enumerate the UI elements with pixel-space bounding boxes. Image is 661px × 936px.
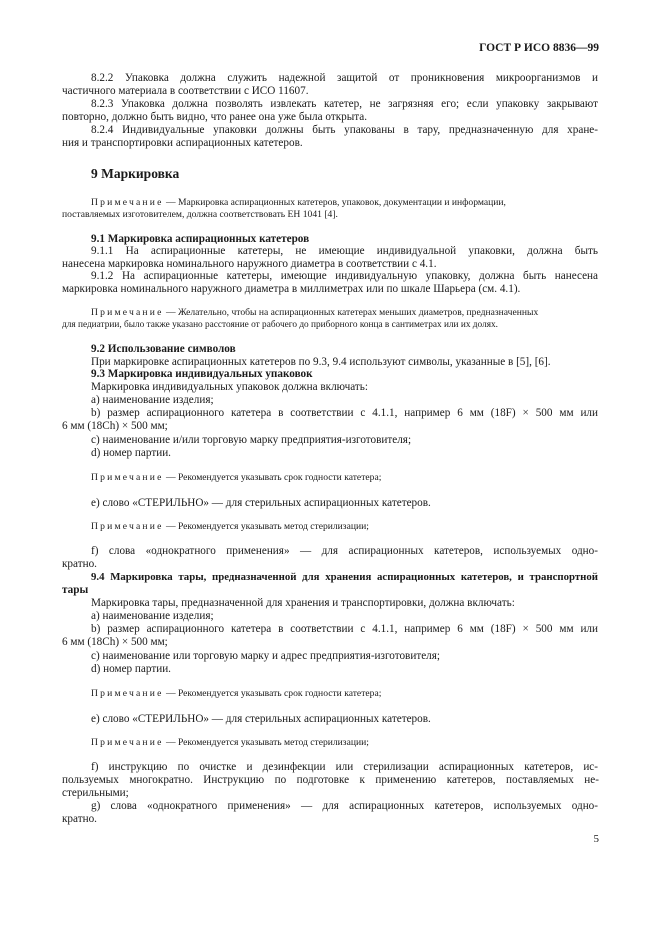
subsection-heading-9-3: 9.3 Маркировка индивидуальных упаковок — [91, 368, 313, 380]
list-item-9-4-f-cont2: стерильными; — [62, 787, 129, 799]
subsection-heading-9-4: 9.4 Маркировка тары, предназначенной для хранения аспирационных катетеров, и транспортной — [91, 571, 598, 583]
list-item-9-4-f: f) инструкцию по очистке и дезинфекции или стерилизации аспирационных катетеров, ис- — [91, 761, 598, 773]
subsection-heading-9-2: 9.2 Использование символов — [91, 343, 236, 355]
note-1-cont: поставляемых изготовителем, должна соответствовать ЕН 1041 [4]. — [62, 209, 338, 220]
document-header: ГОСТ Р ИСО 8836—99 — [479, 42, 599, 54]
paragraph-9-1-2: 9.1.2 На аспирационные катетеры, имеющие индивидуальную упаковку, должна быть нанесена — [91, 270, 598, 282]
note-2: Примечание — Желательно, чтобы на аспирационных катетерах меньших диаметров, предназначенных — [91, 307, 539, 318]
paragraph-8-2-3: 8.2.3 Упаковка должна позволять извлекать катетер, не загрязняя его; если упаковку закрывают — [91, 98, 598, 110]
paragraph-9-3-intro: Маркировка индивидуальных упаковок должна включать: — [91, 381, 369, 393]
subsection-heading-9-4-cont: тары — [62, 584, 89, 596]
list-item-9-3-d: d) номер партии. — [91, 447, 171, 459]
note-label: Примечание — [91, 521, 164, 532]
list-item-9-4-a: а) наименование изделия; — [91, 610, 214, 622]
note-label: Примечание — [91, 688, 164, 699]
note-label: Примечание — [91, 472, 164, 483]
paragraph-8-2-4-cont: ния и транспортировки аспирационных катетеров. — [62, 137, 303, 149]
paragraph-9-1-1-cont: нанесена маркировка номинального наружного диаметра в соответствии с 4.1. — [62, 258, 437, 270]
paragraph-8-2-3-cont: повторно, должно быть видно, что ранее она уже была открыта. — [62, 111, 368, 123]
note-sterilization-2: Примечание — Рекомендуется указывать метод стерилизации; — [91, 737, 369, 748]
paragraph-8-2-4: 8.2.4 Индивидуальные упаковки должны быть упакованы в тару, предназначенную для хране- — [91, 124, 598, 136]
list-item-9-3-b: b) размер аспирационного катетера в соответствии с 4.1.1, например 6 мм (18F) × 500 мм или — [91, 407, 598, 419]
list-item-9-4-g: g) слова «однократного применения» — для аспирационных катетеров, используемых одно- — [91, 800, 598, 812]
note-label: Примечание — [91, 197, 164, 208]
list-item-9-3-f: f) слова «однократного применения» — для аспирационных катетеров, используемых одно- — [91, 545, 598, 557]
list-item-9-4-b-cont: 6 мм (18Ch) × 500 мм; — [62, 636, 168, 648]
list-item-9-4-g-cont: кратно. — [62, 813, 97, 825]
section-heading-9: 9 Маркировка — [91, 166, 180, 181]
note-shelf-life-2: Примечание — Рекомендуется указывать срок годности катетера; — [91, 688, 382, 699]
note-sterilization: Примечание — Рекомендуется указывать метод стерилизации; — [91, 521, 369, 532]
note-1: Примечание — Маркировка аспирационных катетеров, упаковок, документации и информации, — [91, 197, 506, 208]
list-item-9-4-f-cont: пользуемых многократно. Инструкцию по подготовке к применению катетеров, поставляемых не- — [62, 774, 599, 786]
note-label: Примечание — [91, 737, 164, 748]
paragraph-8-2-2-cont: частичного материала в соответствии с ИСО 11607. — [62, 85, 309, 97]
note-shelf-life: Примечание — Рекомендуется указывать срок годности катетера; — [91, 472, 382, 483]
list-item-9-4-c: с) наименование или торговую марку и адрес предприятия-изготовителя; — [91, 650, 441, 662]
note-label: Примечание — [91, 307, 164, 318]
paragraph-9-1-2-cont: маркировка номинального наружного диаметра в миллиметрах или по шкале Шарьера (см. 4.1). — [62, 283, 521, 295]
list-item-9-3-b-cont: 6 мм (18Ch) × 500 мм; — [62, 420, 168, 432]
paragraph-9-1-1: 9.1.1 На аспирационные катетеры, не имеющие индивидуальной упаковки, должна быть — [91, 245, 598, 257]
list-item-9-3-a: а) наименование изделия; — [91, 394, 214, 406]
list-item-9-3-c: с) наименование и/или торговую марку предприятия-изготовителя; — [91, 434, 412, 446]
paragraph-9-2: При маркировке аспирационных катетеров по 9.3, 9.4 используют символы, указанные в [5], [6]. — [91, 356, 551, 368]
list-item-9-4-d: d) номер партии. — [91, 663, 171, 675]
paragraph-8-2-2: 8.2.2 Упаковка должна служить надежной защитой от проникновения микроорганизмов и — [91, 72, 598, 84]
list-item-9-3-f-cont: кратно. — [62, 558, 97, 570]
list-item-9-4-b: b) размер аспирационного катетера в соответствии с 4.1.1, например 6 мм (18F) × 500 мм или — [91, 623, 598, 635]
page-number: 5 — [593, 833, 599, 845]
subsection-heading-9-1: 9.1 Маркировка аспирационных катетеров — [91, 233, 310, 245]
list-item-9-3-e: е) слово «СТЕРИЛЬНО» — для стерильных аспирационных катетеров. — [91, 497, 431, 509]
list-item-9-4-e: е) слово «СТЕРИЛЬНО» — для стерильных аспирационных катетеров. — [91, 713, 431, 725]
note-2-cont: для педиатрии, было также указано расстояние от рабочего до приборного конца в сантиметрах или их долях. — [62, 320, 498, 330]
paragraph-9-4-intro: Маркировка тары, предназначенной для хранения и транспортировки, должна включать: — [91, 597, 515, 609]
